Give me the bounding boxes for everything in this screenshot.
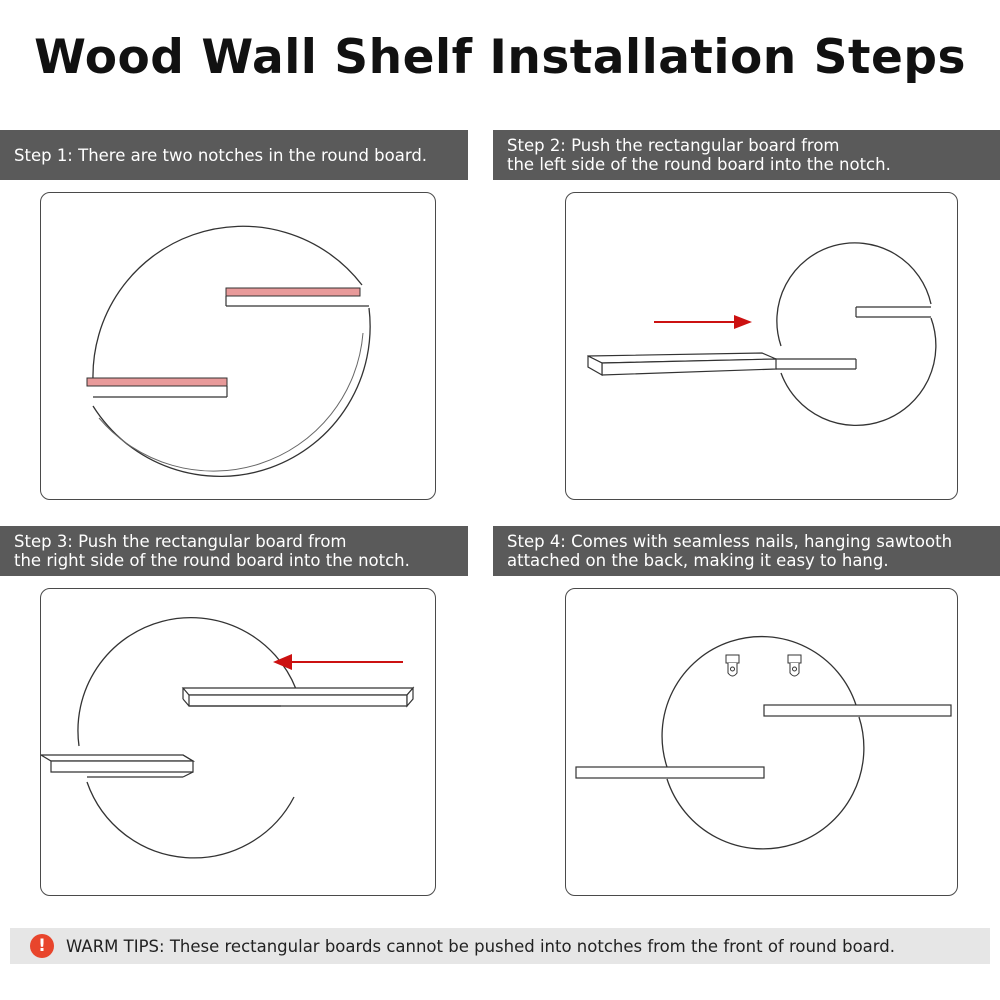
lower-notch [87, 378, 227, 397]
right-shelf-board [183, 688, 413, 706]
lower-shelf-board [576, 767, 764, 778]
assembled-shelf-drawing [566, 589, 958, 896]
upper-notch [226, 288, 369, 306]
round-board-notches-drawing [41, 193, 436, 500]
step-2-diagram [565, 192, 958, 500]
sawtooth-hanger-left-icon [726, 655, 739, 676]
step-3-header: Step 3: Push the rectangular board from the right side of the round board into the notch. [0, 526, 468, 576]
step-4-diagram [565, 588, 958, 896]
step-2-header: Step 2: Push the rectangular board from the left side of the round board into the notch. [493, 130, 1000, 180]
warning-icon: ! [30, 934, 54, 958]
step-1-diagram [40, 192, 436, 500]
shelf-board [588, 353, 776, 375]
push-arrow-right [654, 315, 752, 329]
step-4-header: Step 4: Comes with seamless nails, hanging sawtooth attached on the back, making it easy to hang. [493, 526, 1000, 576]
insert-board-from-right-drawing [41, 589, 436, 896]
page-title: Wood Wall Shelf Installation Steps [34, 30, 966, 85]
upper-shelf-board [764, 705, 951, 716]
push-arrow-left [273, 654, 403, 670]
left-shelf-board [41, 755, 193, 777]
warm-tips-text: WARM TIPS: These rectangular boards cannot be pushed into notches from the front of round board. [66, 936, 896, 956]
step-3-diagram [40, 588, 436, 896]
step-1-header: Step 1: There are two notches in the round board. [0, 130, 468, 180]
sawtooth-hanger-right-icon [788, 655, 801, 676]
insert-board-from-left-drawing [566, 193, 958, 500]
warm-tips-bar [10, 928, 990, 964]
